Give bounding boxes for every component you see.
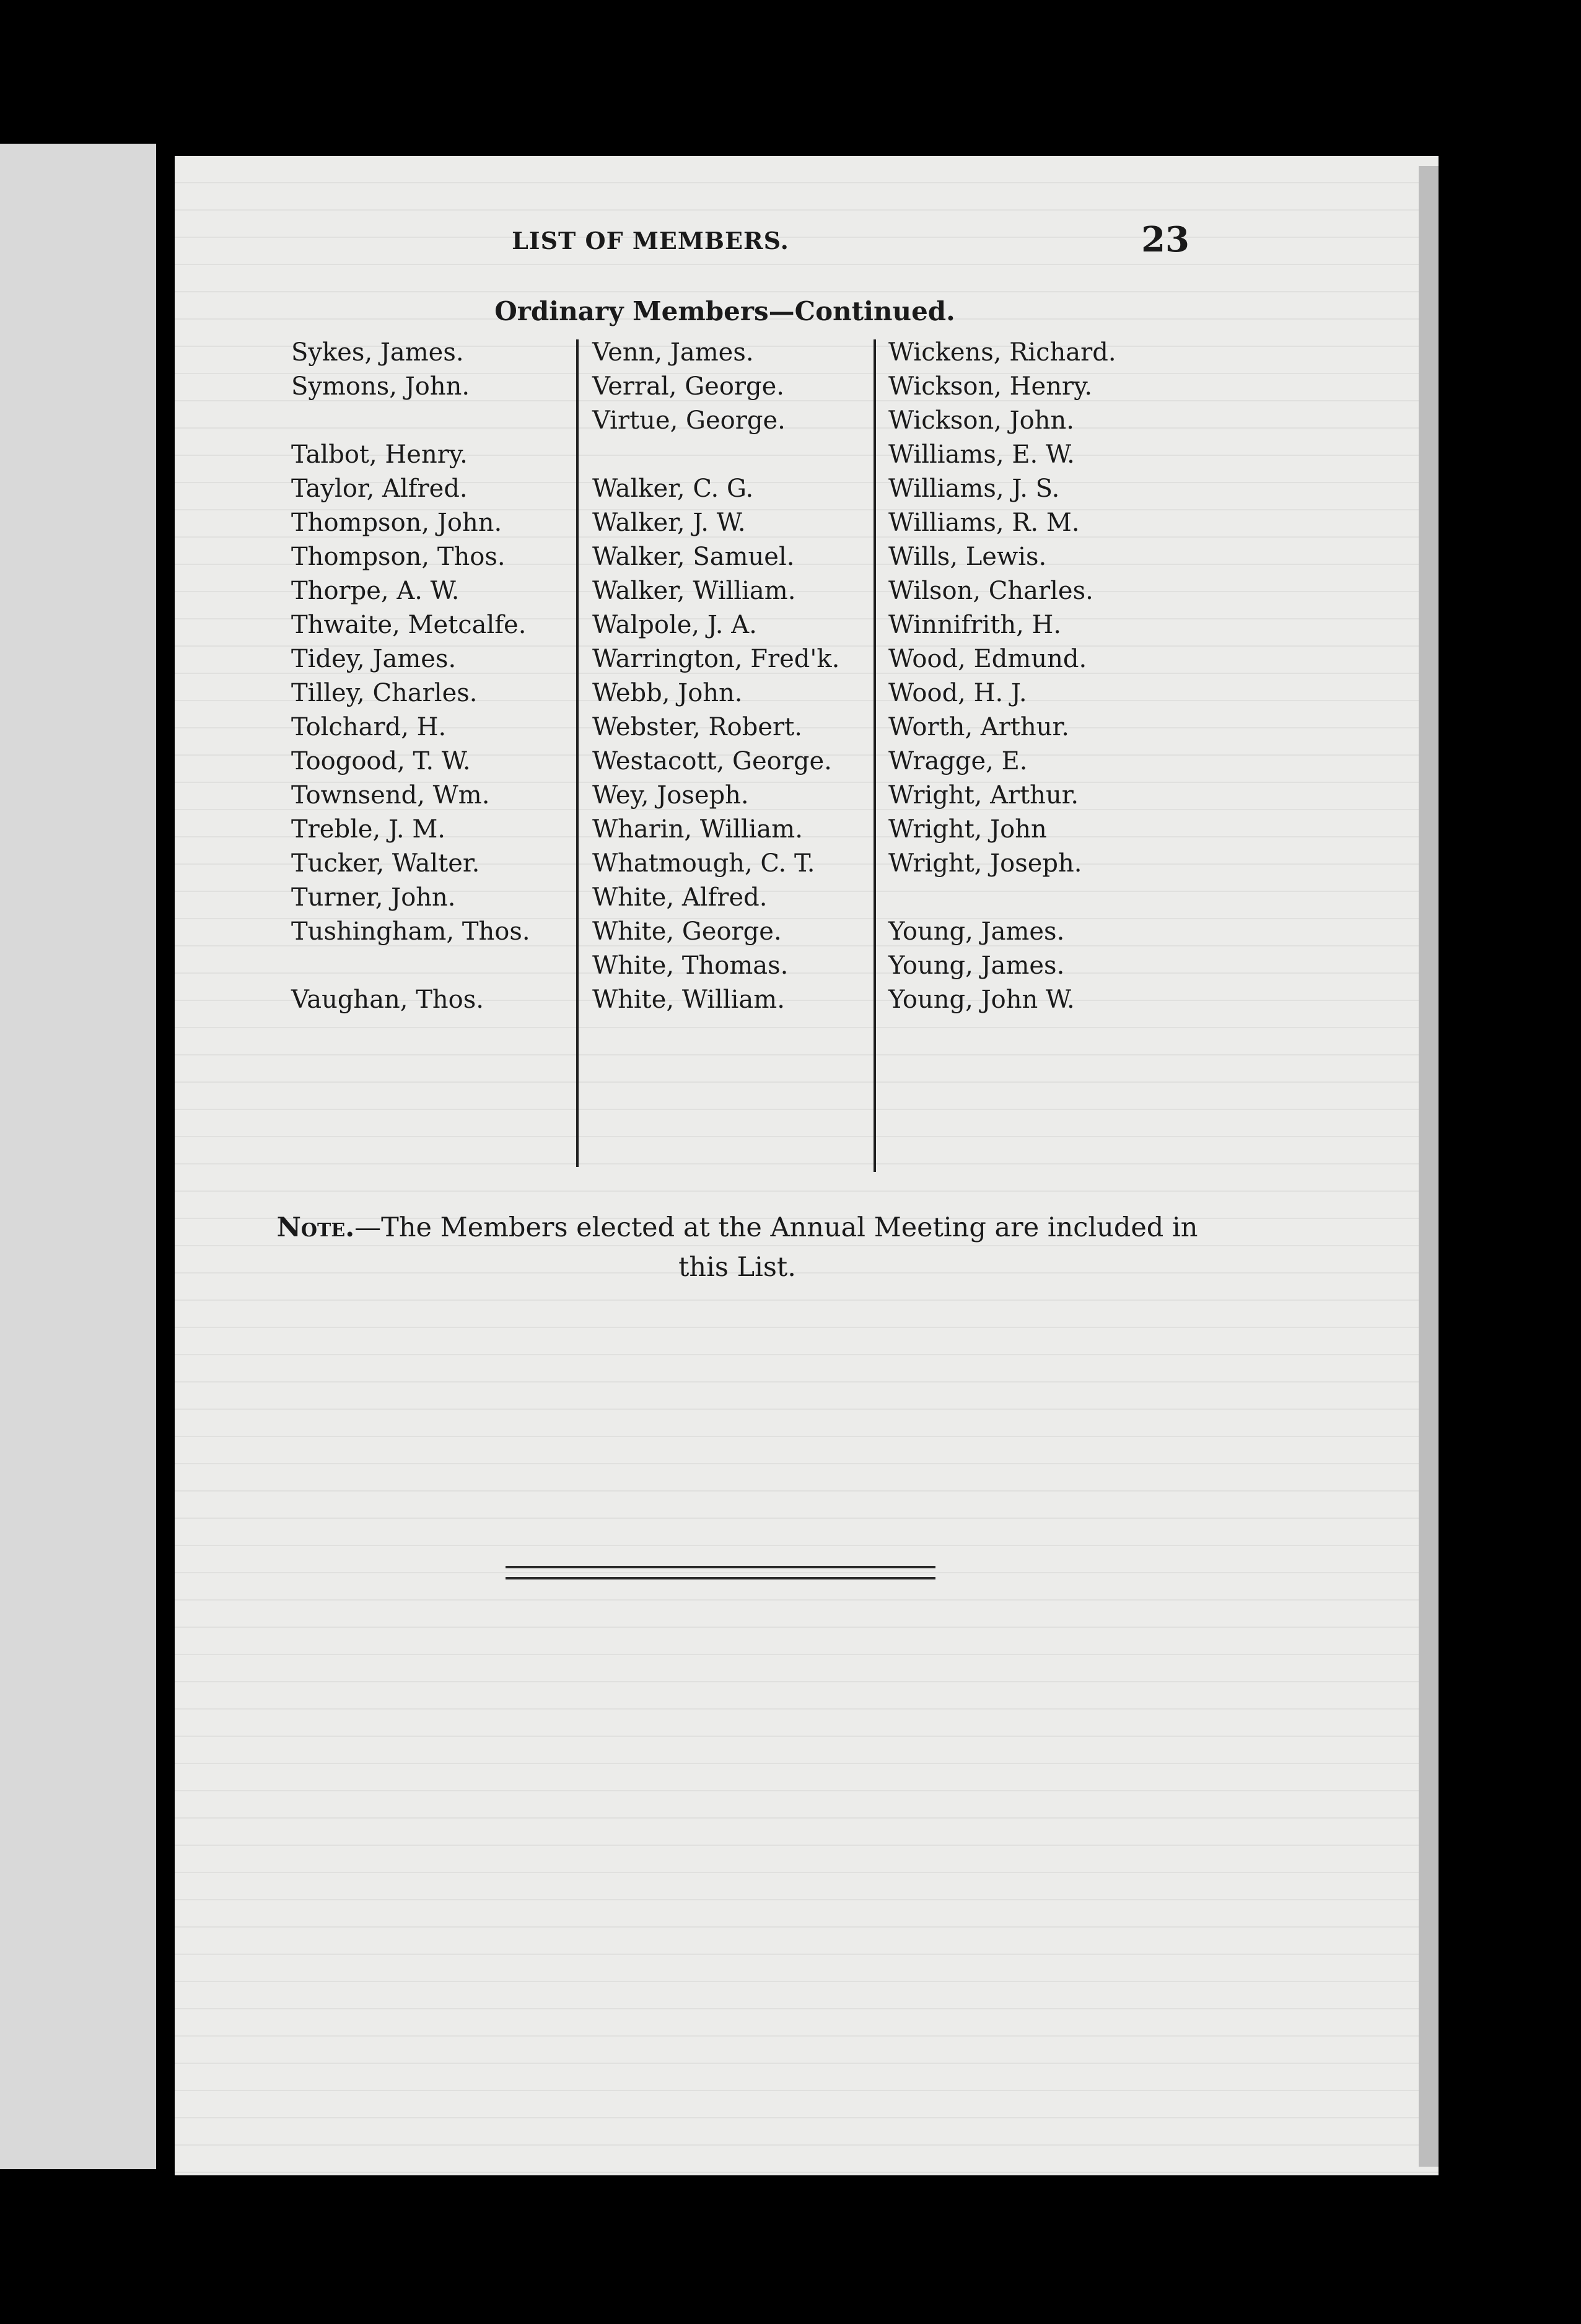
member-column-2 bbox=[592, 336, 839, 1017]
member-name: Williams, R. M. bbox=[888, 509, 1080, 537]
member-name: Williams, J. S. bbox=[888, 474, 1060, 503]
column-divider bbox=[874, 339, 876, 1172]
member-name: White, George. bbox=[592, 917, 782, 946]
member-name: Tidey, James. bbox=[291, 645, 457, 673]
member-name: Warrington, Fred'k. bbox=[592, 645, 840, 673]
member-name: Young, John W. bbox=[888, 985, 1075, 1014]
member-name: White, Thomas. bbox=[592, 951, 789, 980]
member-name: Webb, John. bbox=[592, 679, 743, 707]
member-name: Whatmough, C. T. bbox=[592, 849, 815, 878]
member-name: Wickens, Richard. bbox=[888, 338, 1116, 367]
member-name: Walker, J. W. bbox=[592, 509, 746, 537]
member-name: Young, James. bbox=[888, 951, 1065, 980]
member-name: Wright, Arthur. bbox=[888, 781, 1079, 810]
member-name bbox=[291, 404, 530, 438]
member-name: White, Alfred. bbox=[592, 883, 768, 912]
member-name bbox=[888, 881, 1116, 915]
member-name: Walker, C. G. bbox=[592, 474, 754, 503]
member-name: Virtue, George. bbox=[592, 406, 786, 435]
member-name: Treble, J. M. bbox=[291, 815, 446, 844]
member-name bbox=[592, 438, 839, 472]
member-name: Vaughan, Thos. bbox=[291, 985, 484, 1014]
member-name: Wey, Joseph. bbox=[592, 781, 749, 810]
member-name: White, William. bbox=[592, 985, 785, 1014]
member-name: Wilson, Charles. bbox=[888, 577, 1093, 605]
member-name: Young, James. bbox=[888, 917, 1065, 946]
member-name: Walker, William. bbox=[592, 577, 796, 605]
member-name: Venn, James. bbox=[592, 338, 754, 367]
page-number: 23 bbox=[1141, 219, 1189, 260]
column-divider bbox=[576, 339, 579, 1167]
member-name bbox=[291, 949, 530, 983]
footnote bbox=[260, 1208, 1214, 1287]
member-name: Toogood, T. W. bbox=[291, 747, 471, 775]
member-name: Wright, John bbox=[888, 815, 1047, 844]
footnote-text: —The Members elected at the Annual Meeting are included in this List. bbox=[354, 1212, 1198, 1283]
member-name: Westacott, George. bbox=[592, 747, 832, 775]
member-name: Thwaite, Metcalfe. bbox=[291, 611, 527, 639]
member-name: Sykes, James. bbox=[291, 338, 464, 367]
double-rule-divider bbox=[506, 1566, 935, 1579]
member-name: Webster, Robert. bbox=[592, 713, 802, 741]
member-name: Wills, Lewis. bbox=[888, 543, 1047, 571]
member-name: Thorpe, A. W. bbox=[291, 577, 460, 605]
member-name: Turner, John. bbox=[291, 883, 456, 912]
page-edge-shadow bbox=[1419, 166, 1439, 2167]
footnote-lead: Note. bbox=[276, 1212, 355, 1243]
member-name: Thompson, Thos. bbox=[291, 543, 506, 571]
member-name: Walker, Samuel. bbox=[592, 543, 795, 571]
member-name: Tucker, Walter. bbox=[291, 849, 480, 878]
member-name: Williams, E. W. bbox=[888, 440, 1075, 469]
member-name: Talbot, Henry. bbox=[291, 440, 468, 469]
member-name: Wickson, John. bbox=[888, 406, 1074, 435]
section-subtitle: Ordinary Members—Continued. bbox=[494, 296, 955, 326]
member-name: Taylor, Alfred. bbox=[291, 474, 468, 503]
running-header: LIST OF MEMBERS. bbox=[512, 227, 789, 255]
member-name: Wright, Joseph. bbox=[888, 849, 1082, 878]
member-name: Wood, H. J. bbox=[888, 679, 1027, 707]
member-name: Wharin, William. bbox=[592, 815, 803, 844]
member-name: Winnifrith, H. bbox=[888, 611, 1062, 639]
member-name: Tilley, Charles. bbox=[291, 679, 478, 707]
member-name: Walpole, J. A. bbox=[592, 611, 757, 639]
member-name: Symons, John. bbox=[291, 372, 470, 401]
member-name: Thompson, John. bbox=[291, 509, 502, 537]
facing-page-edge bbox=[0, 144, 156, 2169]
member-name: Wood, Edmund. bbox=[888, 645, 1087, 673]
member-name: Tolchard, H. bbox=[291, 713, 447, 741]
member-name: Wickson, Henry. bbox=[888, 372, 1093, 401]
member-column-3 bbox=[888, 336, 1116, 1017]
member-name: Tushingham, Thos. bbox=[291, 917, 530, 946]
member-name: Wragge, E. bbox=[888, 747, 1028, 775]
member-name: Townsend, Wm. bbox=[291, 781, 490, 810]
member-name: Worth, Arthur. bbox=[888, 713, 1069, 741]
member-name: Verral, George. bbox=[592, 372, 785, 401]
member-column-1 bbox=[291, 336, 530, 1017]
